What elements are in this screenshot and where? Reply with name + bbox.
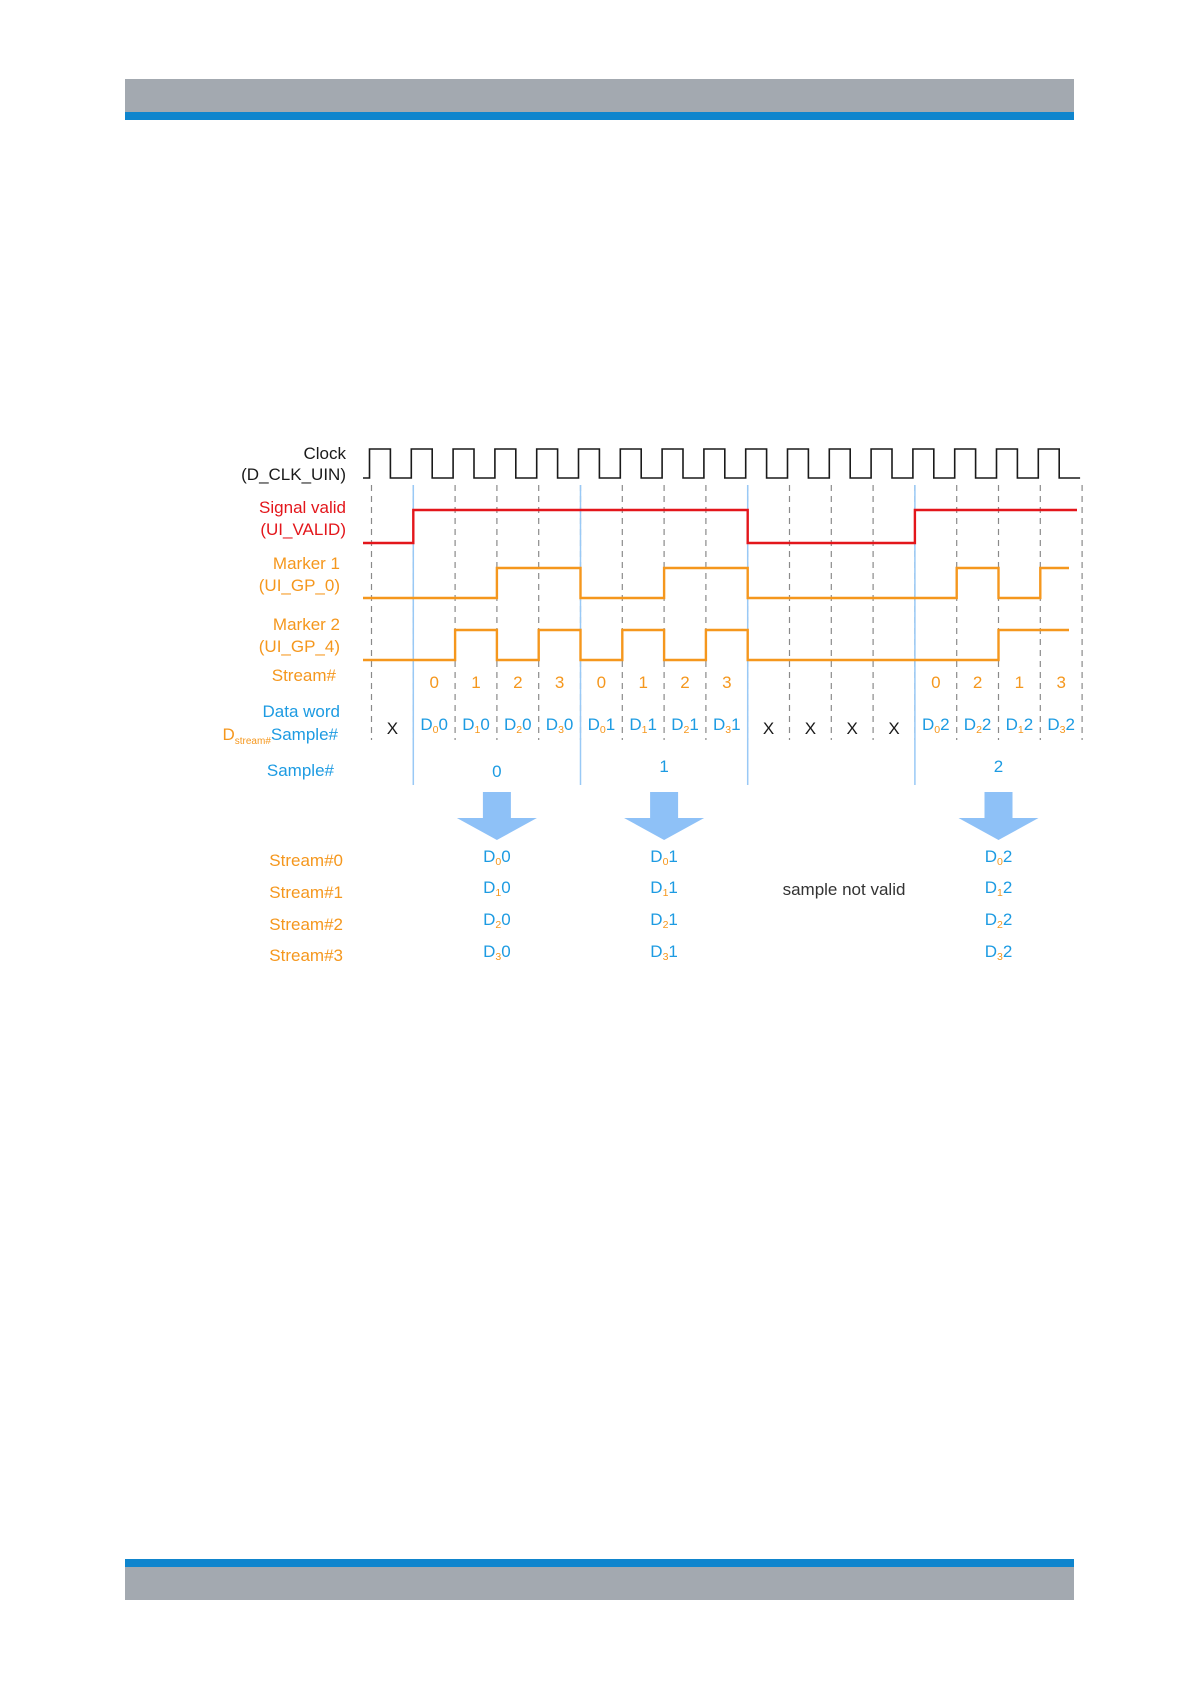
data-word: [964, 715, 992, 736]
stream-number: 1: [1014, 673, 1025, 692]
stream-number: 3: [722, 673, 732, 692]
stream-output-value: [650, 910, 678, 931]
marker1-waveform: [363, 568, 1069, 598]
word-sample-index: 1: [647, 715, 658, 734]
word-stream-index: 2: [976, 724, 982, 736]
word-prefix: D: [483, 847, 496, 866]
word-sample-index: 0: [501, 878, 511, 897]
stream-output-value: [985, 878, 1013, 899]
stream-number: 2: [972, 673, 983, 692]
word-sample-index: 1: [668, 942, 678, 961]
stream-number: 3: [1056, 673, 1066, 692]
word-sample-index: 0: [501, 847, 511, 866]
word-sample-index: 0: [522, 715, 532, 734]
sample-number: 0: [492, 762, 502, 781]
word-prefix: D: [984, 878, 997, 897]
word-stream-index: 3: [662, 951, 669, 963]
word-sample-index: 0: [480, 715, 490, 734]
word-prefix: D: [503, 715, 517, 734]
guide-lines: [372, 485, 1083, 785]
dataword-label: Data word: [262, 702, 340, 721]
word-prefix: D: [650, 910, 663, 929]
word-sample-index: 2: [1002, 878, 1013, 897]
stream-output-value: [650, 847, 678, 868]
word-stream-index: 1: [662, 887, 669, 899]
stream-number: 2: [680, 673, 690, 692]
dataword-format-suffix: Sample#: [270, 725, 338, 744]
word-sample-index: 1: [668, 847, 678, 866]
word-sample-index: 1: [689, 715, 699, 734]
word-sample-index: 1: [668, 910, 678, 929]
stream-number: 0: [596, 673, 607, 692]
word-stream-index: 1: [1017, 724, 1024, 736]
footer-accent-line: [125, 1559, 1074, 1567]
word-sample-index: 2: [1065, 715, 1076, 734]
word-prefix: D: [483, 942, 496, 961]
word-stream-index: 3: [725, 724, 732, 736]
valid-label: Signal valid: [259, 498, 346, 517]
marker2-label: Marker 2: [272, 615, 340, 634]
word-prefix: D: [984, 910, 997, 929]
data-word: [713, 715, 741, 736]
stream1-label: Stream#1: [269, 883, 343, 902]
word-sample-index: 0: [501, 910, 511, 929]
stream-number: 1: [471, 673, 481, 692]
word-prefix: D: [629, 715, 642, 734]
invalid-data-word: X: [386, 719, 399, 738]
dataword-format-label: [222, 725, 338, 747]
stream-number: 2: [513, 673, 523, 692]
demux-arrows: [457, 792, 1039, 840]
footer-bar: [125, 1567, 1074, 1600]
word-prefix: D: [420, 715, 433, 734]
word-sample-index: 0: [438, 715, 449, 734]
data-word: [1006, 715, 1034, 736]
word-stream-index: 2: [683, 724, 690, 736]
stream-output-values: [483, 847, 1012, 963]
marker2-signal-label: (UI_GP_4): [258, 637, 340, 656]
word-sample-index: 1: [605, 715, 616, 734]
word-prefix: D: [483, 878, 496, 897]
invalid-data-word: X: [762, 719, 775, 738]
stream-output-value: [985, 942, 1013, 963]
stream-output-value: [985, 910, 1013, 931]
marker1-label: Marker 1: [272, 554, 340, 573]
word-stream-index: 0: [996, 856, 1003, 868]
word-stream-index: 1: [495, 887, 502, 899]
word-stream-index: 2: [662, 919, 669, 931]
word-stream-index: 1: [996, 887, 1003, 899]
sample-number: 2: [993, 757, 1004, 776]
word-prefix: D: [1047, 715, 1060, 734]
stream-output-value: [483, 942, 511, 963]
word-sample-index: 2: [1002, 942, 1013, 961]
valid-signal-label: (UI_VALID): [260, 520, 346, 539]
word-prefix: D: [650, 847, 663, 866]
word-prefix: D: [984, 847, 997, 866]
stream-output-value: [650, 942, 678, 963]
word-sample-index: 1: [731, 715, 741, 734]
word-stream-index: 0: [662, 856, 669, 868]
word-prefix: D: [650, 878, 663, 897]
word-stream-index: 3: [558, 724, 564, 736]
data-word: [1047, 715, 1075, 736]
word-sample-index: 2: [1023, 715, 1034, 734]
data-word: [420, 715, 448, 736]
word-stream-index: 0: [495, 856, 502, 868]
word-prefix: D: [483, 910, 496, 929]
stream2-label: Stream#2: [269, 915, 343, 934]
marker1-signal-label: (UI_GP_0): [258, 576, 340, 595]
word-stream-index: 3: [996, 951, 1003, 963]
word-sample-index: 2: [1002, 847, 1013, 866]
dataword-format-prefix: D: [222, 725, 235, 744]
waveforms: [363, 449, 1080, 660]
word-stream-index: 3: [1059, 724, 1066, 736]
stream-number: 3: [554, 673, 565, 692]
word-prefix: D: [712, 715, 726, 734]
word-prefix: D: [984, 942, 997, 961]
word-stream-index: 1: [474, 724, 481, 736]
data-word: [629, 715, 657, 736]
word-prefix: D: [587, 715, 600, 734]
word-stream-index: 2: [495, 919, 502, 931]
down-arrow: [959, 792, 1039, 840]
word-stream-index: 0: [432, 724, 439, 736]
clock-signal-label: (D_CLK_UIN): [241, 465, 346, 484]
stream-output-value: [985, 847, 1013, 868]
stream-output-value: [650, 878, 678, 899]
invalid-data-word: X: [804, 719, 817, 738]
sample-label: Sample#: [266, 761, 334, 780]
word-stream-index: 3: [495, 951, 502, 963]
down-arrow: [457, 792, 537, 840]
marker2-waveform: [363, 630, 1069, 660]
word-sample-index: 2: [1002, 910, 1013, 929]
word-stream-index: 0: [934, 724, 941, 736]
word-stream-index: 0: [599, 724, 606, 736]
stream-number: 0: [429, 673, 439, 692]
stream0-label: Stream#0: [269, 851, 343, 870]
word-prefix: D: [462, 715, 475, 734]
word-stream-index: 2: [516, 724, 523, 736]
stream-output-value: [483, 910, 511, 931]
down-arrow: [624, 792, 704, 840]
stream-label: Stream#: [271, 666, 336, 685]
word-prefix: D: [671, 715, 684, 734]
stream-output-value: [483, 878, 511, 899]
clock-waveform: [363, 449, 1080, 478]
word-sample-index: 2: [981, 715, 992, 734]
word-sample-index: 2: [940, 715, 950, 734]
stream3-label: Stream#3: [269, 946, 343, 965]
data-word: [462, 715, 490, 736]
data-word: [922, 715, 950, 736]
word-stream-index: 2: [996, 919, 1003, 931]
invalid-data-word: X: [888, 719, 900, 738]
word-sample-index: 0: [501, 942, 511, 961]
word-sample-index: 0: [563, 715, 574, 734]
stream-number: 0: [931, 673, 941, 692]
data-word: [504, 715, 532, 736]
word-prefix: D: [921, 715, 935, 734]
sample-number: 1: [659, 757, 669, 776]
sample-not-valid-note: sample not valid: [782, 880, 906, 899]
stream-output-value: [483, 847, 511, 868]
clock-label: Clock: [303, 444, 346, 463]
invalid-data-word: X: [846, 719, 858, 738]
word-sample-index: 1: [668, 878, 678, 897]
data-word: [671, 715, 699, 736]
data-word-row: [387, 715, 1075, 738]
data-word: [588, 715, 616, 736]
word-prefix: D: [963, 715, 977, 734]
dataword-format-sub: stream#: [234, 736, 271, 747]
stream-number: 1: [638, 673, 648, 692]
word-prefix: D: [1005, 715, 1018, 734]
data-word: [546, 715, 574, 736]
word-prefix: D: [650, 942, 663, 961]
valid-waveform: [363, 510, 1077, 543]
word-stream-index: 1: [641, 724, 648, 736]
word-prefix: D: [545, 715, 559, 734]
